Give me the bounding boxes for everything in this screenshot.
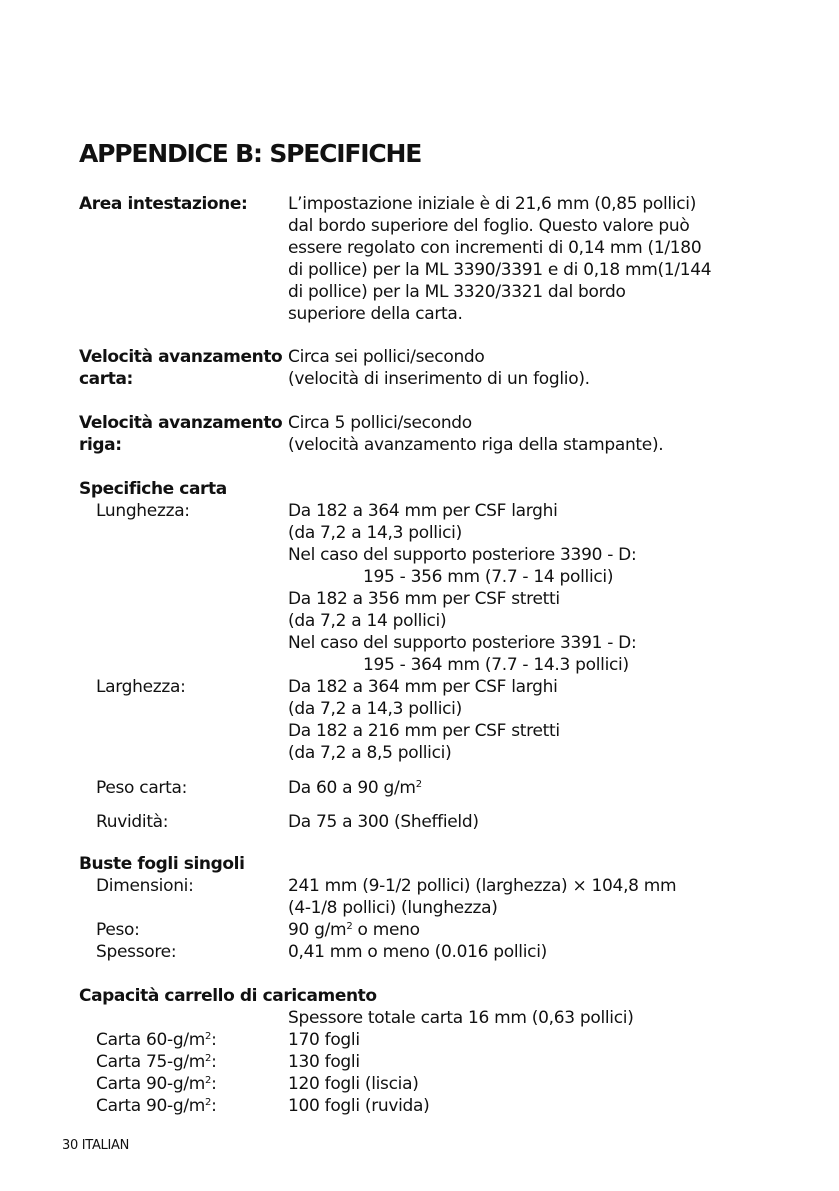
paper-feed-line: Circa sei pollici/secondo [288,347,485,367]
tray-row-label [96,1073,217,1095]
superscript: 2 [205,1075,212,1086]
envelope-thickness-value: 0,41 mm o meno (0.016 pollici) [288,942,547,962]
header-area-line: di pollice) per la ML 3320/3321 dal bordo [288,282,626,302]
length-line: Da 182 a 356 mm per CSF stretti [288,589,560,609]
width-label: Larghezza: [96,677,186,697]
width-value [288,676,560,764]
envelope-weight-label: Peso: [96,920,140,940]
roughness-label: Ruvidità: [96,812,169,832]
tray-row-label-text: : [211,1074,217,1094]
tray-total: Spessore totale carta 16 mm (0,63 pollici) [288,1008,634,1028]
tray-row-label-text: Carta 90-g/m [96,1074,206,1094]
envelope-dimensions-value [288,875,676,919]
header-area-line: dal bordo superiore del foglio. Questo valore può [288,216,690,236]
page-title: APPENDICE B: SPECIFICHE [79,139,422,168]
tray-row-value: 170 fogli [288,1030,360,1050]
superscript: 2 [205,1097,212,1108]
envelope-dimensions-label: Dimensioni: [96,876,194,896]
envelope-dimensions-line: (4-1/8 pollici) (lunghezza) [288,898,498,918]
length-line: (da 7,2 a 14 pollici) [288,611,447,631]
line-feed-line: Circa 5 pollici/secondo [288,413,472,433]
length-value-indented-2 [363,654,629,676]
paper-feed-label-line: Velocità avanzamento [79,347,283,367]
roughness-value: Da 75 a 300 (Sheffield) [288,812,479,832]
line-feed-value [288,412,663,456]
length-line: 195 - 364 mm (7.7 - 14.3 pollici) [363,655,629,675]
header-area-label: Area intestazione: [79,194,248,214]
tray-row-value: 130 fogli [288,1052,360,1072]
length-label: Lunghezza: [96,501,190,521]
line-feed-label [79,412,282,456]
superscript: 2 [205,1031,212,1042]
envelope-weight-text: o meno [352,920,420,940]
length-line: (da 7,2 a 14,3 pollici) [288,523,462,543]
envelope-weight-text: 90 g/m [288,920,347,940]
line-feed-label-line: Velocità avanzamento [79,413,283,433]
envelope-weight-value [288,919,420,941]
header-area-line: L’impostazione iniziale è di 21,6 mm (0,85 pollici) [288,194,697,214]
tray-row-value: 100 fogli (ruvida) [288,1096,430,1116]
header-area-value [288,193,711,325]
envelope-thickness-label: Spessore: [96,942,177,962]
length-value [288,500,636,566]
tray-row-label-text: : [211,1030,217,1050]
envelope-dimensions-line: 241 mm (9-1/2 pollici) (larghezza) × 104,8 mm [288,876,677,896]
tray-row-label-text: Carta 75-g/m [96,1052,206,1072]
header-area-line: superiore della carta. [288,304,463,324]
tray-row-label-text: Carta 60-g/m [96,1030,206,1050]
tray-row-label-text: Carta 90-g/m [96,1096,206,1116]
tray-row-label-text: : [211,1052,217,1072]
envelopes-heading: Buste fogli singoli [79,854,245,874]
paper-weight-text: Da 60 a 90 g/m [288,778,416,798]
paper-feed-label [79,346,282,390]
length-line: Nel caso del supporto posteriore 3390 - D: [288,545,637,565]
length-line: 195 - 356 mm (7.7 - 14 pollici) [363,567,614,587]
paper-weight-label: Peso carta: [96,778,188,798]
line-feed-label-line: riga: [79,435,122,455]
length-value-indented [363,566,613,588]
paper-weight-value [288,777,422,799]
width-line: (da 7,2 a 8,5 pollici) [288,743,452,763]
tray-row-label [96,1051,217,1073]
superscript: 2 [346,921,353,932]
width-line: Da 182 a 364 mm per CSF larghi [288,677,558,697]
paper-specs-heading: Specifiche carta [79,479,227,499]
page-footer: 30 ITALIAN [62,1138,130,1153]
paper-feed-line: (velocità di inserimento di un foglio). [288,369,590,389]
superscript: 2 [415,779,422,790]
width-line: Da 182 a 216 mm per CSF stretti [288,721,560,741]
width-line: (da 7,2 a 14,3 pollici) [288,699,462,719]
tray-row-label [96,1029,217,1051]
paper-feed-value [288,346,590,390]
header-area-line: essere regolato con incrementi di 0,14 mm (1/180 [288,238,702,258]
tray-row-value: 120 fogli (liscia) [288,1074,419,1094]
superscript: 2 [205,1053,212,1064]
paper-feed-label-line: carta: [79,369,133,389]
length-line: Nel caso del supporto posteriore 3391 - D: [288,633,637,653]
length-value-2 [288,588,636,654]
length-line: Da 182 a 364 mm per CSF larghi [288,501,558,521]
tray-row-label [96,1095,217,1117]
tray-heading: Capacità carrello di caricamento [79,986,377,1006]
line-feed-line: (velocità avanzamento riga della stampante). [288,435,664,455]
header-area-line: di pollice) per la ML 3390/3391 e di 0,18 mm(1/144 [288,260,712,280]
tray-row-label-text: : [211,1096,217,1116]
